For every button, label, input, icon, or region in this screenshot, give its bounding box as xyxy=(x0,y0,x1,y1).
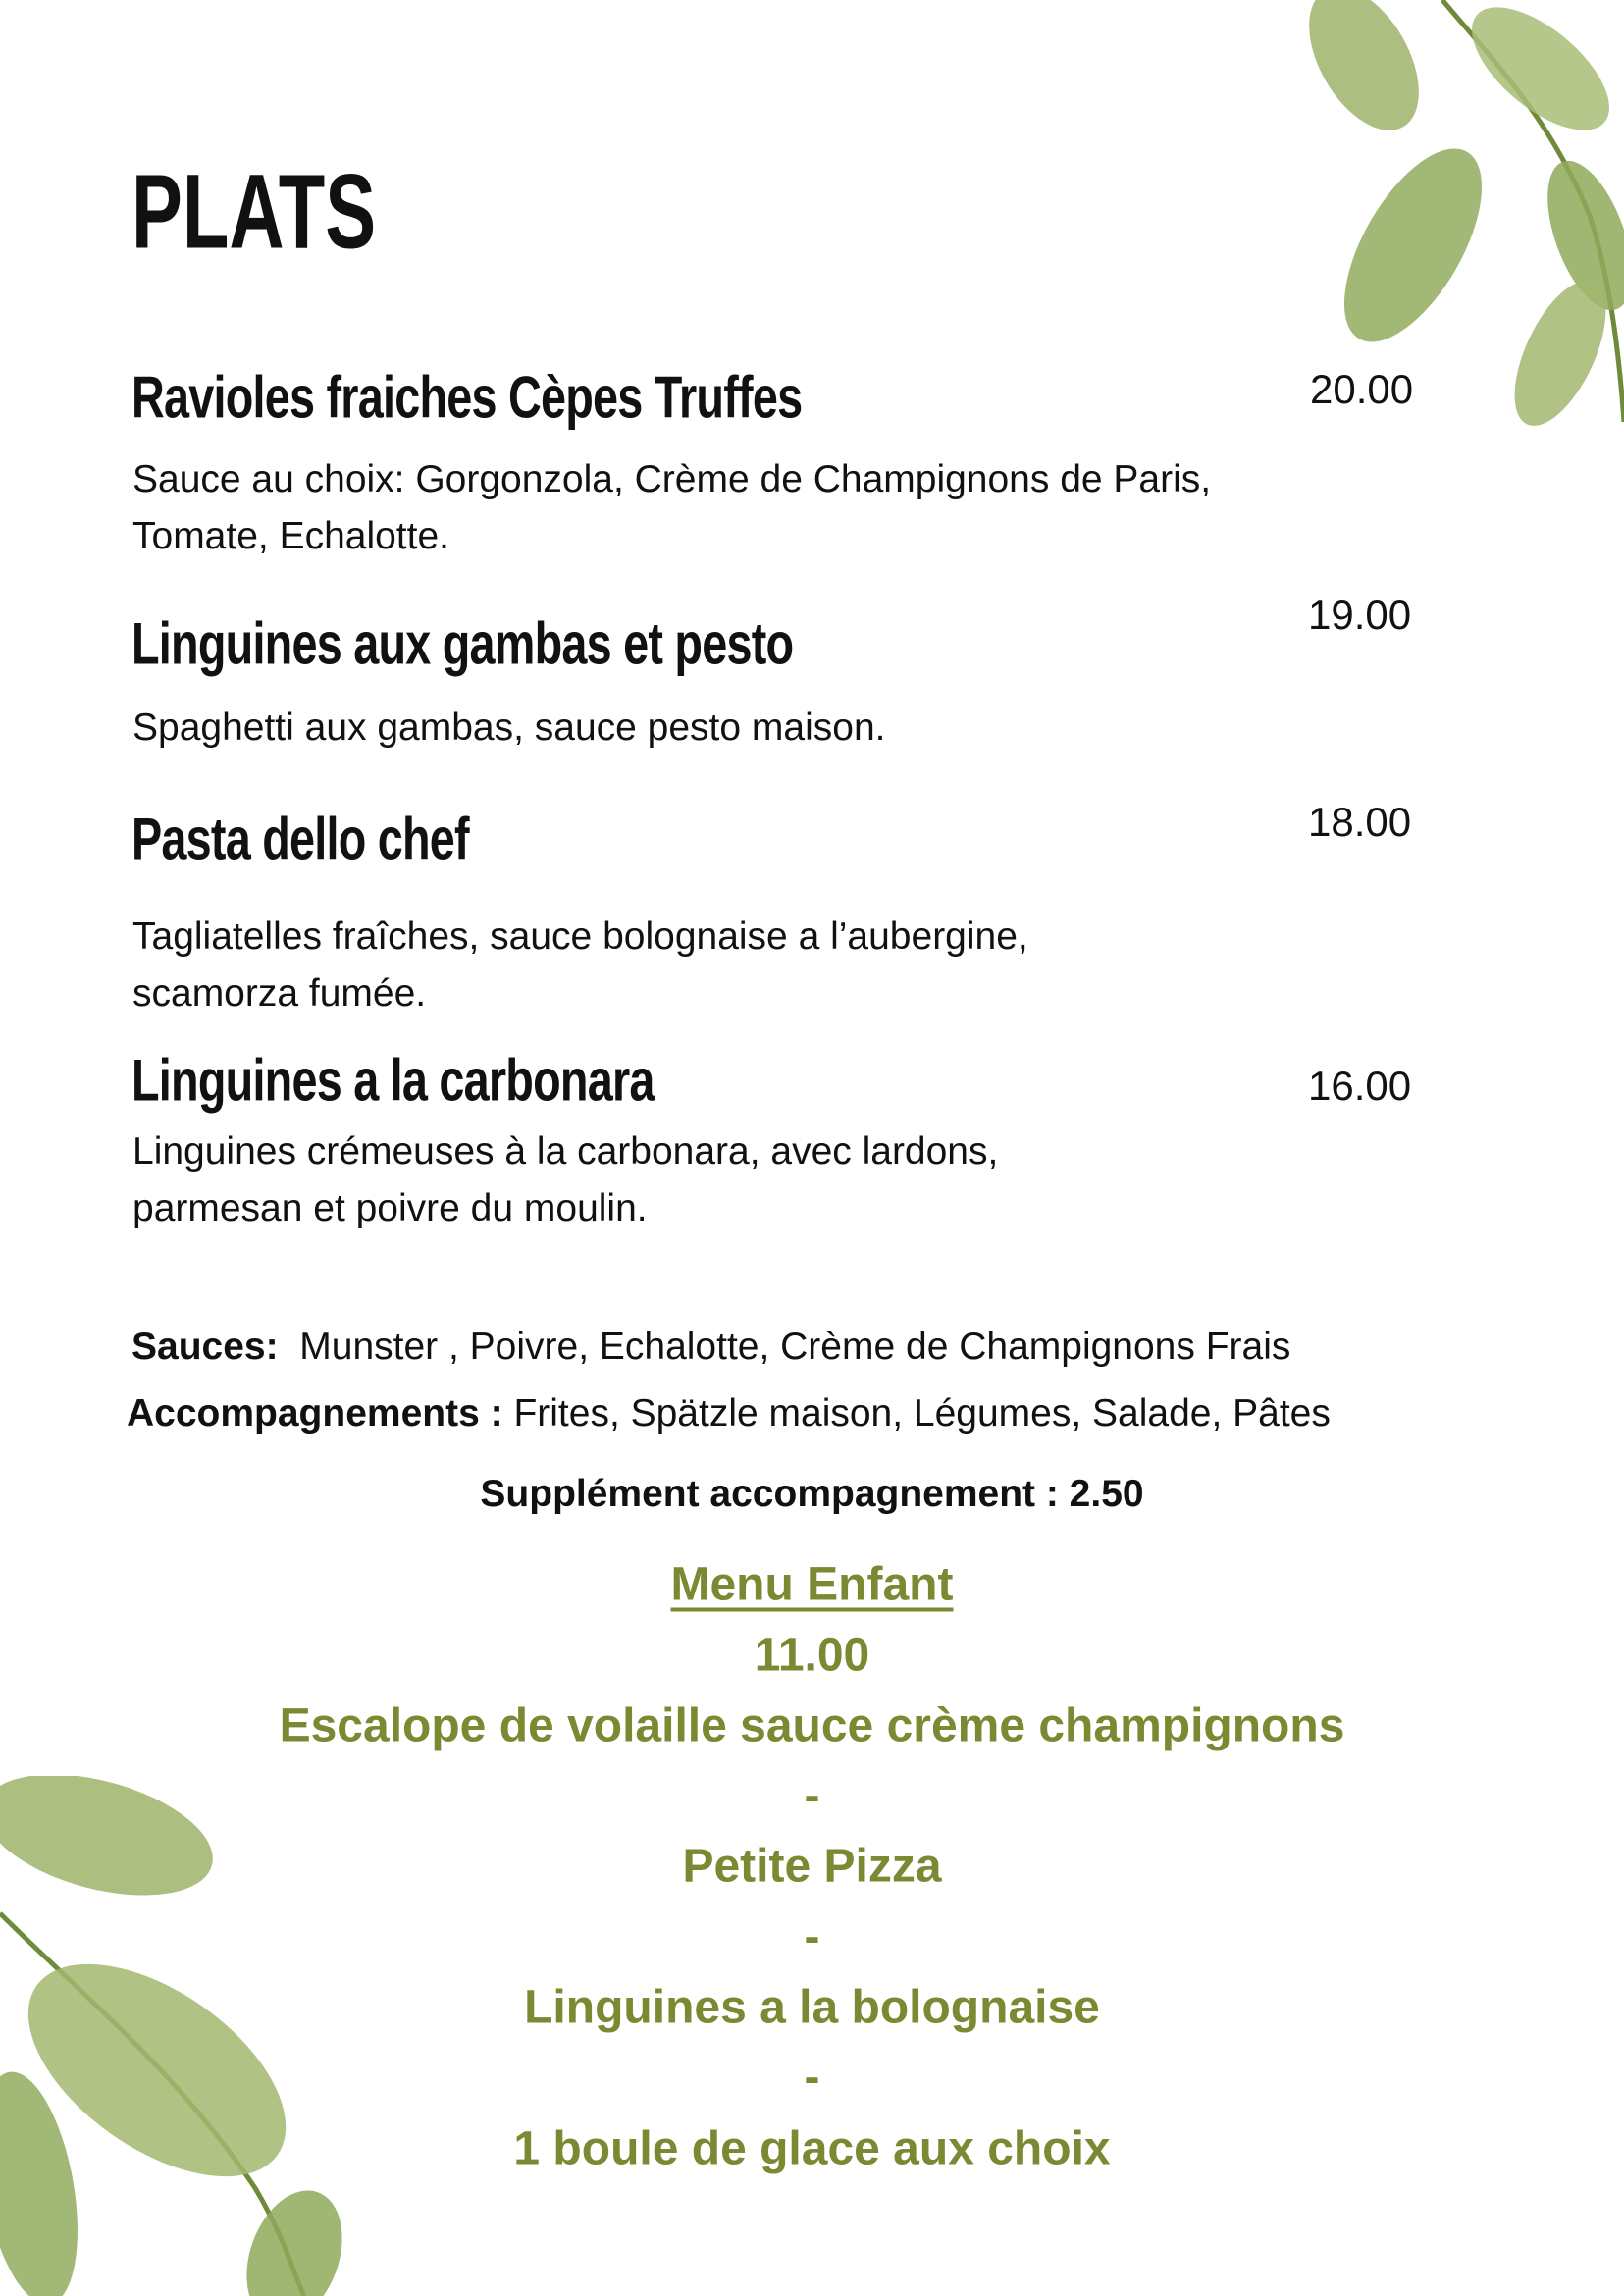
dish-description: scamorza fumée. xyxy=(132,972,427,1015)
dish-price: 20.00 xyxy=(1310,366,1414,412)
page-title: PLATS xyxy=(131,151,377,271)
sauces-value: Munster , Poivre, Echalotte, Crème de Champignons Frais xyxy=(299,1326,1291,1368)
dish-price: 19.00 xyxy=(1308,592,1412,638)
kids-menu-title: Menu Enfant xyxy=(670,1558,954,1611)
kids-menu-item: Linguines a la bolognaise xyxy=(524,1981,1100,2034)
kids-menu-item: Escalope de volaille sauce crème champignons xyxy=(279,1699,1345,1752)
kids-menu-item: Petite Pizza xyxy=(682,1840,942,1893)
dish-price: 16.00 xyxy=(1308,1063,1412,1109)
kids-menu-separator: - xyxy=(804,1910,820,1963)
accompagnements-value: Frites, Spätzle maison, Légumes, Salade, Pâtes xyxy=(513,1392,1331,1435)
dish-description: Spaghetti aux gambas, sauce pesto maison. xyxy=(132,706,886,749)
sauces-line xyxy=(131,1326,1290,1369)
kids-menu-separator: - xyxy=(804,2051,820,2104)
dish-name: Ravioles fraiches Cèpes Truffes xyxy=(131,364,803,431)
accompagnements-line xyxy=(127,1392,1331,1435)
dish-description: Tagliatelles fraîches, sauce bolognaise a l’aubergine, xyxy=(132,915,1028,958)
kids-menu-price: 11.00 xyxy=(754,1629,870,1682)
kids-menu-separator: - xyxy=(804,1769,820,1822)
dish-name: Pasta dello chef xyxy=(131,806,469,872)
dish-name: Linguines aux gambas et pesto xyxy=(131,610,794,677)
accompagnements-label: Accompagnements : xyxy=(127,1392,503,1435)
dish-price: 18.00 xyxy=(1308,799,1412,845)
sauces-label: Sauces: xyxy=(131,1326,279,1368)
dish-description: Sauce au choix: Gorgonzola, Crème de Champignons de Paris, xyxy=(132,458,1212,500)
kids-menu-item: 1 boule de glace aux choix xyxy=(513,2122,1111,2175)
dish-description: Linguines crémeuses à la carbonara, avec lardons, xyxy=(132,1130,999,1173)
dish-description: parmesan et poivre du moulin. xyxy=(132,1187,648,1229)
dish-name: Linguines a la carbonara xyxy=(131,1047,655,1114)
supplement-note: Supplément accompagnement : 2.50 xyxy=(480,1473,1144,1515)
dish-description: Tomate, Echalotte. xyxy=(132,515,450,557)
